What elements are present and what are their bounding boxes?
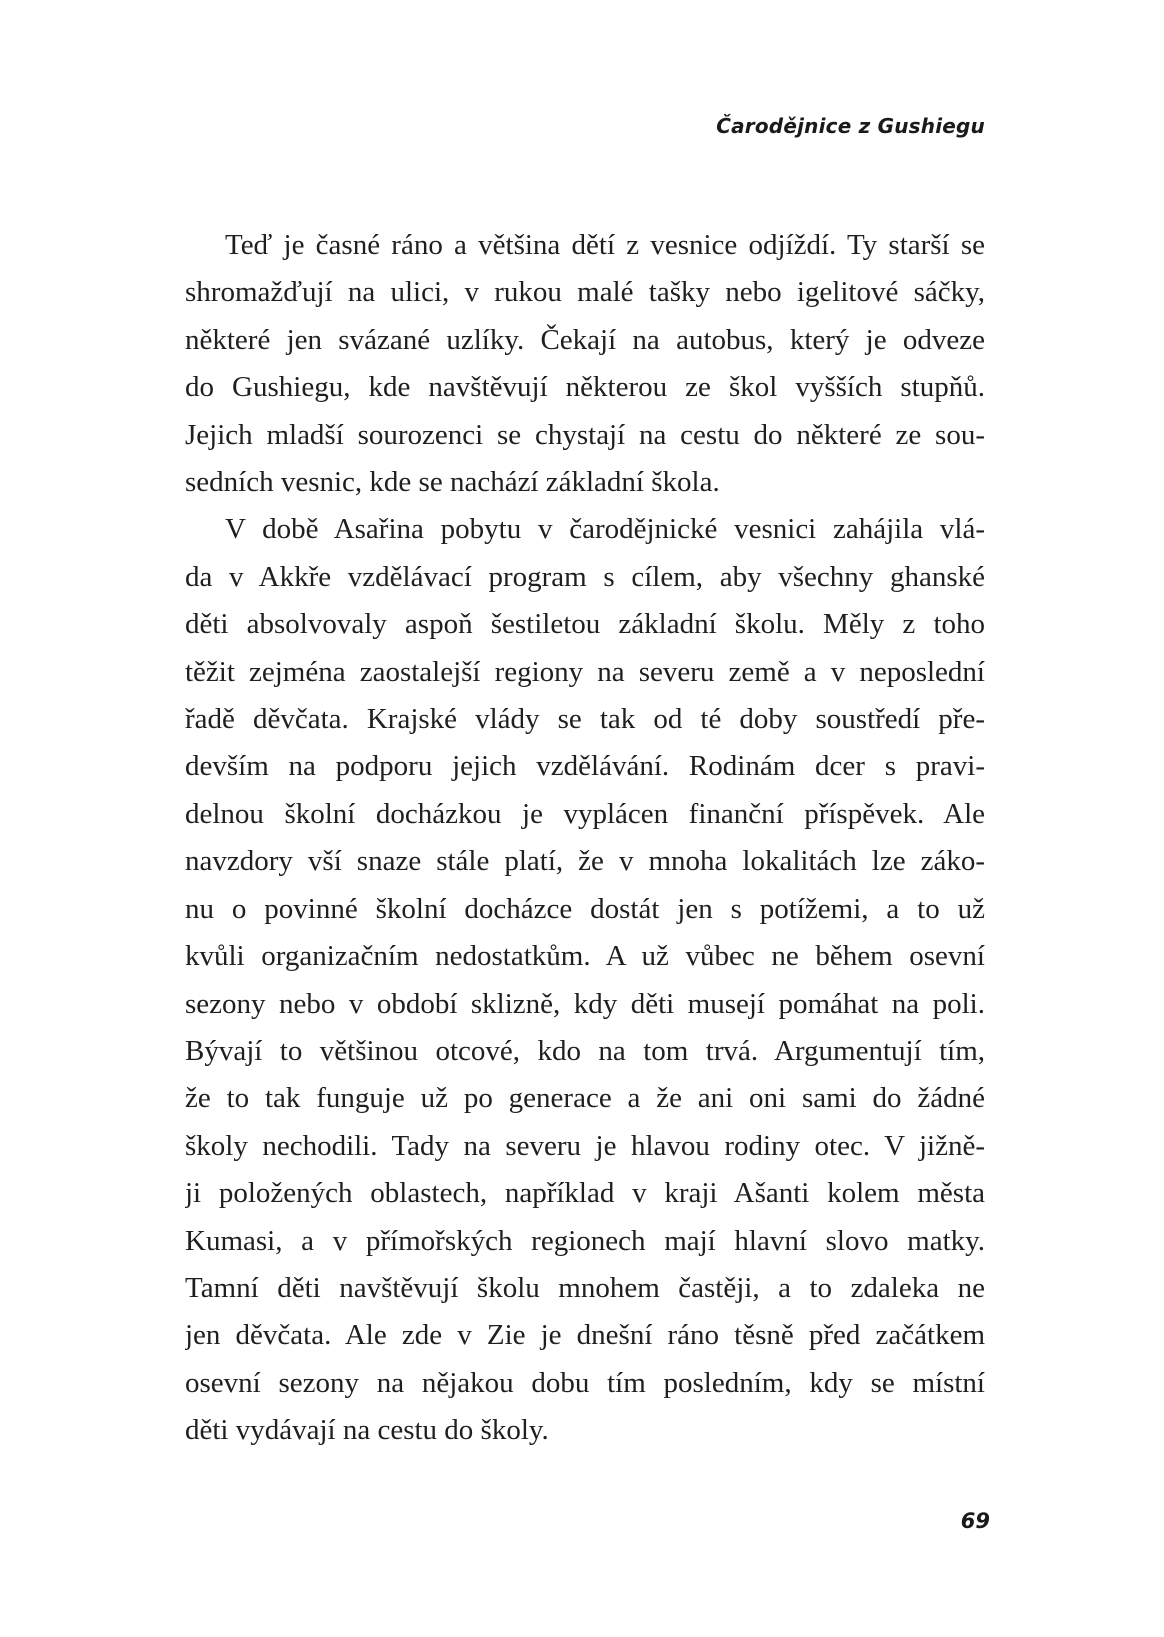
text-line: děti vydávají na cestu do školy. bbox=[185, 1414, 549, 1447]
text-line: nu o povinné školní docházce dostát jen s potížemi, a to už bbox=[185, 892, 985, 925]
text-line: řadě děvčata. Krajské vlády se tak od té doby soustředí pře- bbox=[185, 703, 985, 736]
text-line: sezony nebo v období sklizně, kdy děti musejí pomáhat na poli. bbox=[185, 987, 985, 1020]
body-text bbox=[185, 222, 985, 1455]
text-line: Bývají to většinou otcové, kdo na tom trvá. Argumentují tím, bbox=[185, 1034, 985, 1067]
running-head-title: Čarodějnice z Gushiegu bbox=[716, 114, 985, 138]
text-line: děti absolvovaly aspoň šestiletou základní školu. Měly z toho bbox=[185, 608, 985, 641]
text-line: Teď je časné ráno a většina dětí z vesnice odjíždí. Ty starší se bbox=[225, 229, 985, 261]
text-line: da v Akkře vzdělávací program s cílem, aby všechny ghanské bbox=[185, 560, 985, 593]
text-line: Kumasi, a v přímořských regionech mají hlavní slovo matky. bbox=[185, 1224, 985, 1257]
text-line: těžit zejména zaostalejší regiony na severu země a v neposlední bbox=[185, 655, 985, 688]
text-line: školy nechodili. Tady na severu je hlavou rodiny otec. V jižně- bbox=[185, 1129, 985, 1162]
text-line: navzdory vší snaze stále platí, že v mnoha lokalitách lze záko- bbox=[185, 845, 985, 878]
text-line: ji položených oblastech, například v kraji Ašanti kolem města bbox=[185, 1177, 985, 1210]
text-line: Jejich mladší sourozenci se chystají na cestu do některé ze sou- bbox=[185, 418, 985, 451]
text-line: některé jen svázané uzlíky. Čekají na autobus, který je odveze bbox=[185, 323, 985, 356]
text-line: sedních vesnic, kde se nachází základní škola. bbox=[185, 466, 720, 499]
text-line: jen děvčata. Ale zde v Zie je dnešní ráno těsně před začátkem bbox=[185, 1319, 985, 1352]
text-line: kvůli organizačním nedostatkům. A už vůbec ne během osevní bbox=[185, 940, 985, 973]
text-line: delnou školní docházkou je vyplácen finanční příspěvek. Ale bbox=[185, 797, 985, 830]
paragraph-2 bbox=[185, 506, 985, 1454]
text-line: osevní sezony na nějakou dobu tím posledním, kdy se místní bbox=[185, 1366, 985, 1399]
text-line: že to tak funguje už po generace a že ani oni sami do žádné bbox=[185, 1082, 985, 1115]
text-line: do Gushiegu, kde navštěvují některou ze škol vyšších stupňů. bbox=[185, 371, 985, 404]
text-line: shromažďují na ulici, v rukou malé tašky nebo igelitové sáčky, bbox=[185, 276, 985, 309]
page-number: 69 bbox=[960, 1509, 990, 1533]
text-line: V době Asařina pobytu v čarodějnické vesnici zahájila vlá- bbox=[225, 513, 985, 546]
text-line: Tamní děti navštěvují školu mnohem častěji, a to zdaleka ne bbox=[185, 1271, 985, 1304]
paragraph-1 bbox=[185, 222, 985, 506]
text-line: devším na podporu jejich vzdělávání. Rodinám dcer s pravi- bbox=[185, 750, 985, 783]
